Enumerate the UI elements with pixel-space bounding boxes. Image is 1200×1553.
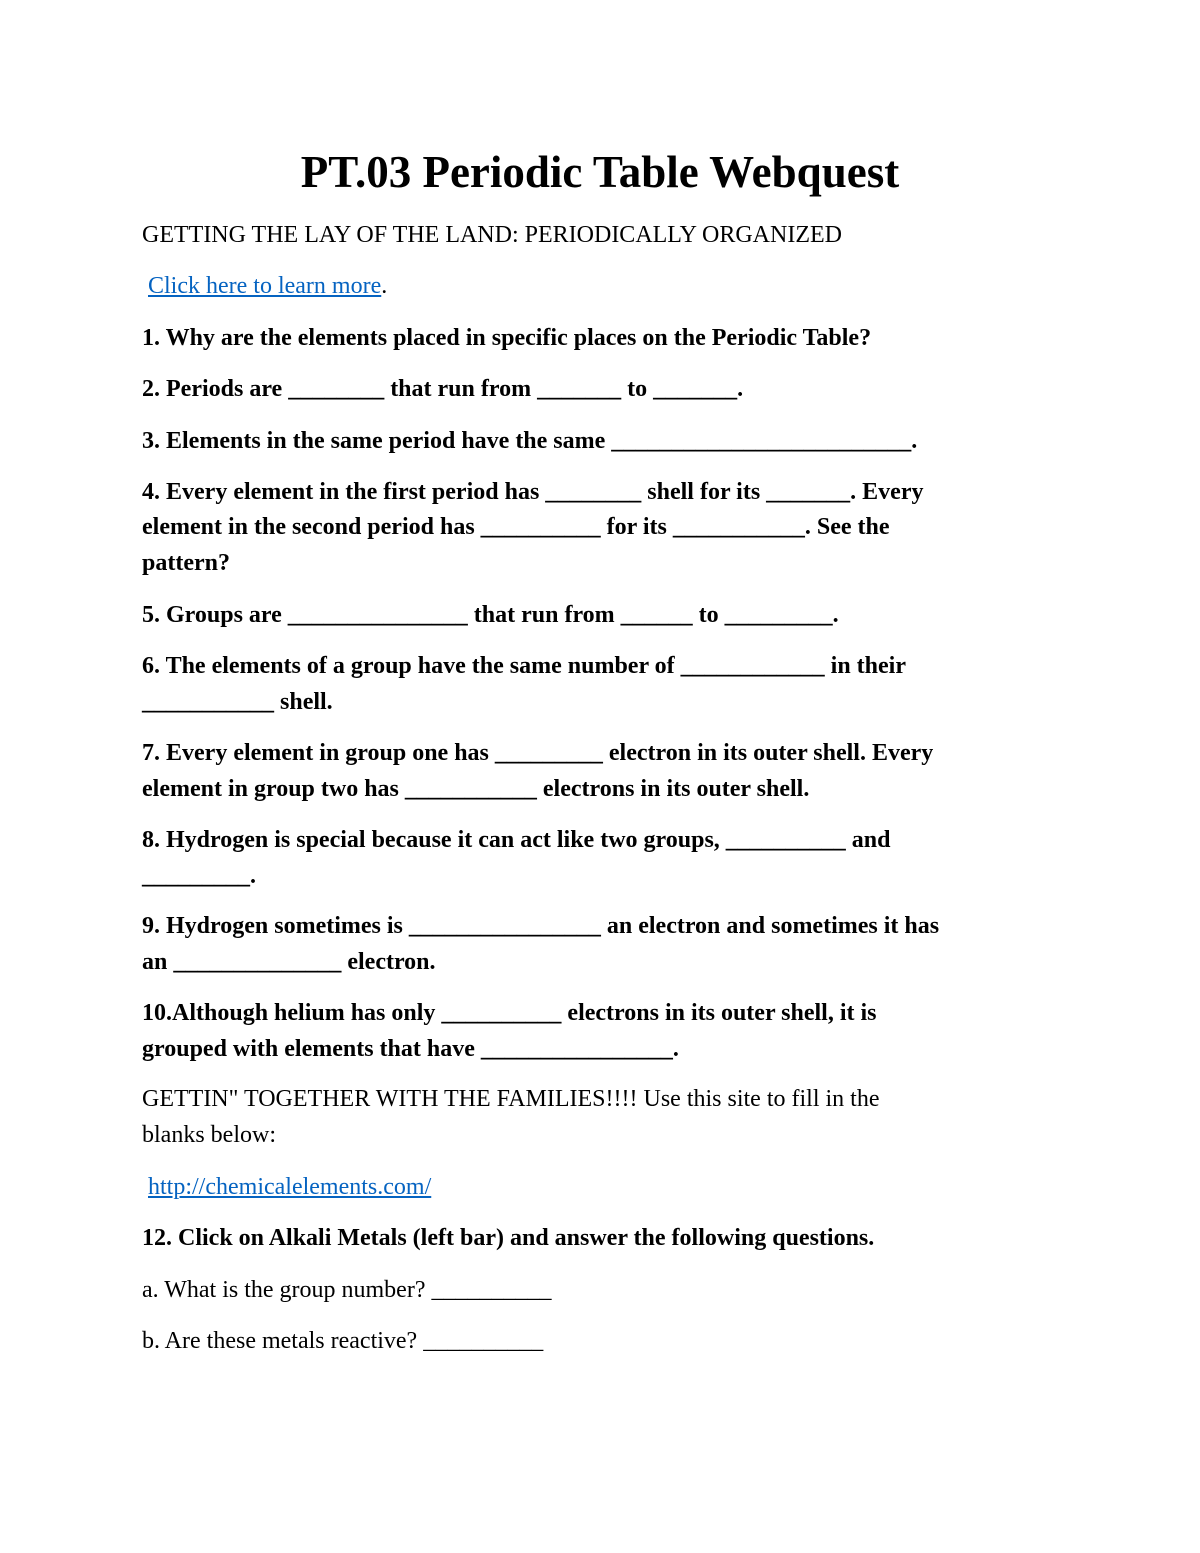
question-3-line-1: 3. Elements in the same period have the same _________________________. — [142, 428, 918, 454]
section-heading-families-line-1: GETTIN" TOGETHER WITH THE FAMILIES!!!! Use this site to fill in the — [142, 1086, 880, 1112]
question-8-line-2: _________. — [142, 863, 256, 889]
question-8-line-1: 8. Hydrogen is special because it can act like two groups, __________ and — [142, 827, 891, 853]
section-heading-families-line-2: blanks below: — [142, 1122, 276, 1148]
chemical-elements-line — [148, 1170, 431, 1205]
question-7-line-2: element in group two has ___________ electrons in its outer shell. — [142, 776, 810, 802]
question-10-line-2: grouped with elements that have ________________. — [142, 1036, 679, 1062]
learn-more-link[interactable]: Click here to learn more — [148, 273, 382, 299]
page-title: PT.03 Periodic Table Webquest — [300, 147, 900, 197]
sub-question-a: a. What is the group number? __________ — [142, 1277, 552, 1303]
question-5-line-1: 5. Groups are _______________ that run from ______ to _________. — [142, 602, 839, 628]
chemical-elements-link[interactable]: http://chemicalelements.com/ — [148, 1174, 432, 1200]
section-heading-organized: GETTING THE LAY OF THE LAND: PERIODICALLY ORGANIZED — [142, 222, 842, 248]
question-4-line-3: pattern? — [142, 550, 230, 576]
question-7-line-1: 7. Every element in group one has _________ electron in its outer shell. Every — [142, 740, 934, 766]
learn-more-line — [148, 269, 387, 304]
question-4-line-1: 4. Every element in the first period has ________ shell for its _______. Every — [142, 479, 924, 505]
learn-more-period: . — [381, 273, 388, 299]
question-6-line-1: 6. The elements of a group have the same number of ____________ in their — [142, 653, 906, 679]
question-12-line-1: 12. Click on Alkali Metals (left bar) and answer the following questions. — [142, 1225, 875, 1251]
question-10-line-1: 10.Although helium has only __________ electrons in its outer shell, it is — [142, 1000, 877, 1026]
question-4-line-2: element in the second period has __________ for its ___________. See the — [142, 514, 890, 540]
question-1-line-1: 1. Why are the elements placed in specific places on the Periodic Table? — [142, 325, 872, 351]
question-2-line-1: 2. Periods are ________ that run from _______ to _______. — [142, 376, 744, 402]
question-6-line-2: ___________ shell. — [142, 689, 333, 715]
sub-question-b: b. Are these metals reactive? __________ — [142, 1328, 544, 1354]
question-9-line-1: 9. Hydrogen sometimes is ________________ an electron and sometimes it has — [142, 913, 940, 939]
question-9-line-2: an ______________ electron. — [142, 949, 436, 975]
